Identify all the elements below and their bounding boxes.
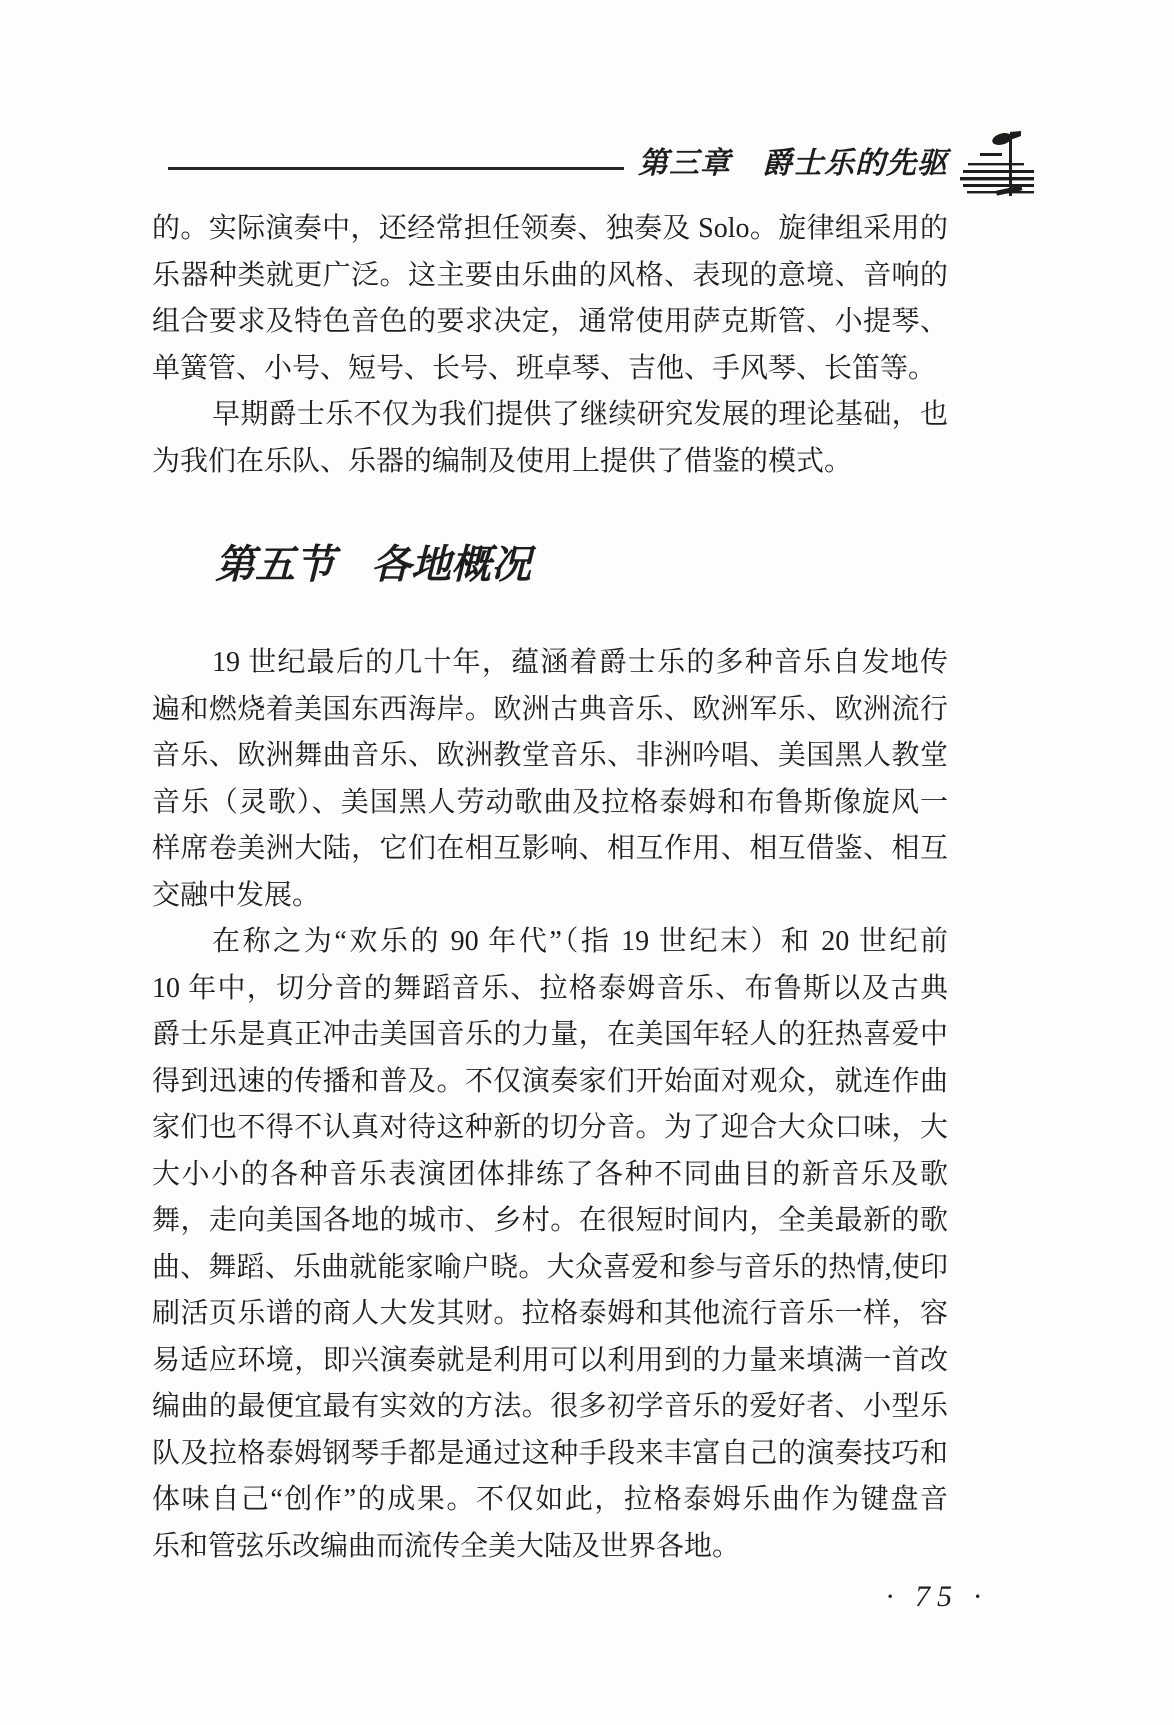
page-body [152, 206, 948, 1570]
text-line: 为我们在乐队、乐器的编制及使用上提供了借鉴的模式。 [152, 445, 853, 477]
text-line: 早期爵士乐不仅为我们提供了继续研究发展的理论基础，也 [212, 399, 948, 430]
text-line: 队及拉格泰姆钢琴手都是通过这种手段来丰富自己的演奏技巧和 [152, 1437, 948, 1469]
text-line: 乐和管弦乐改编曲而流传全美大陆及世界各地。 [152, 1530, 741, 1562]
text-line: 音乐、欧洲舞曲音乐、欧洲教堂音乐、非洲吟唱、美国黑人教堂 [152, 740, 948, 771]
text-line: 遍和燃烧着美国东西海岸。欧洲古典音乐、欧洲军乐、欧洲流行 [152, 693, 948, 725]
text-line: 的。实际演奏中，还经常担任领奏、独奏及 Solo。旋律组采用的 [152, 213, 948, 244]
text-line: 编曲的最便宜最有实效的方法。很多初学音乐的爱好者、小型乐 [152, 1391, 948, 1422]
text-line: 乐器种类就更广泛。这主要由乐曲的风格、表现的意境、音响的 [152, 259, 948, 291]
text-line: 组合要求及特色音色的要求决定，通常使用萨克斯管、小提琴、 [152, 306, 948, 337]
paragraph-2 [152, 392, 948, 485]
section-number: 第五节 [215, 542, 335, 587]
text-line: 在称之为“欢乐的 90 年代”（指 19 世纪末）和 20 世纪前 [212, 926, 948, 957]
page-number: · 75 · [886, 1580, 988, 1613]
paragraph-3 [152, 640, 948, 919]
text-line: 得到迅速的传播和普及。不仅演奏家们开始面对观众，就连作曲 [152, 1065, 948, 1097]
text-line: 样席卷美洲大陆，它们在相互影响、相互作用、相互借鉴、相互 [152, 833, 948, 864]
text-line: 舞，走向美国各地的城市、乡村。在很短时间内，全美最新的歌 [152, 1205, 948, 1236]
header-rule [168, 167, 624, 170]
text-line: 刷活页乐谱的商人大发其财。拉格泰姆和其他流行音乐一样，容 [152, 1298, 948, 1329]
text-line: 曲、舞蹈、乐曲就能家喻户晓。大众喜爱和参与音乐的热情,使印 [152, 1251, 948, 1283]
text-line: 音乐（灵歌）、美国黑人劳动歌曲及拉格泰姆和布鲁斯像旋风一 [152, 786, 948, 818]
text-line: 大小小的各种音乐表演团体排练了各种不同曲目的新音乐及歌 [152, 1158, 948, 1190]
section-heading [215, 543, 948, 587]
music-staff-icon [960, 130, 1034, 204]
text-line: 易适应环境，即兴演奏就是利用可以利用到的力量来填满一首改 [152, 1344, 948, 1376]
running-head-chapter-title: 第三章 爵士乐的先驱 [638, 147, 948, 180]
paragraph-4 [152, 919, 948, 1570]
text-line: 家们也不得不认真对待这种新的切分音。为了迎合大众口味，大 [152, 1112, 948, 1143]
text-line: 19 世纪最后的几十年，蕴涵着爵士乐的多种音乐自发地传 [212, 647, 948, 678]
text-line: 交融中发展。 [152, 879, 321, 911]
text-line: 爵士乐是真正冲击美国音乐的力量，在美国年轻人的狂热喜爱中 [152, 1019, 948, 1050]
text-line: 体味自己“创作”的成果。不仅如此，拉格泰姆乐曲作为键盘音 [152, 1484, 948, 1515]
text-line: 10 年中，切分音的舞蹈音乐、拉格泰姆音乐、布鲁斯以及古典 [152, 972, 948, 1004]
text-line: 单簧管、小号、短号、长号、班卓琴、吉他、手风琴、长笛等。 [152, 352, 937, 384]
paragraph-1 [152, 206, 948, 392]
section-title: 各地概况 [371, 542, 531, 587]
